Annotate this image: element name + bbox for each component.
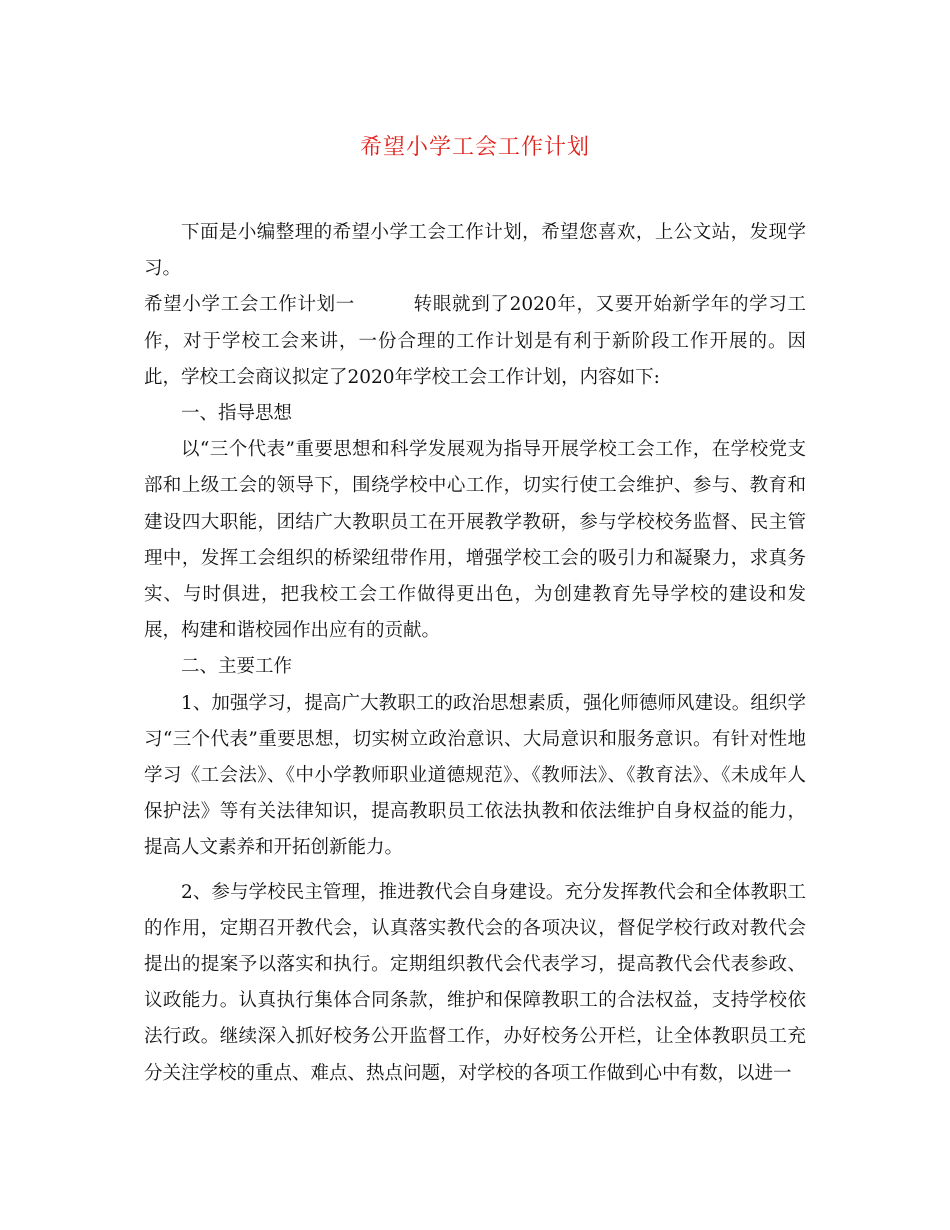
- document-title: 希望小学工会工作计划: [359, 135, 590, 160]
- section1-heading: 一、指导思想: [181, 403, 293, 425]
- section2-heading: 二、主要工作: [181, 656, 293, 678]
- intro-paragraph: 下面是小编整理的希望小学工会工作计划，希望您喜欢，上公文站，发现学习。: [144, 222, 806, 280]
- document-body: [144, 215, 806, 1092]
- plan-paragraph: [144, 287, 806, 396]
- plan-intro-text: 转眼就到了2020年，又要开始新学年的学习工作，对于学校工会来讲，一份合理的工作计划是有利于新阶段工作开展的。因此，学校工会商议拟定了2020年学校工会工作计划，内容如下:: [144, 294, 806, 388]
- plan-label: 希望小学工会工作计划一: [144, 294, 355, 316]
- work-item-1: 1、加强学习，提高广大教职工的政治思想素质，强化师德师风建设。组织学习“三个代表”重要思想，切实树立政治意识、大局意识和服务意识。有针对性地学习《工会法》、《中小学教师职业道德规范》、《教师法》、《教育法》、《未成年人保护法》等有关法律知识，提高教职员工依法执教和依法维护自身权益的能力，提高人文素养和开拓创新能力。: [144, 692, 806, 859]
- work-item-2: 2、参与学校民主管理，推进教代会自身建设。充分发挥教代会和全体教职工的作用，定期召开教代会，认真落实教代会的各项决议，督促学校行政对教代会提出的提案予以落实和执行。定期组织教代会代表学习，提高教代会代表参政、议政能力。认真执行集体合同条款，维护和保障教职工的合法权益，支持学校依法行政。继续深入抓好校务公开监督工作，办好校务公开栏，让全体教职员工充分关注学校的重点、难点、热点问题，对学校的各项工作做到心中有数，以进一: [144, 881, 806, 1084]
- section1-body: 以“三个代表”重要思想和科学发展观为指导开展学校工会工作，在学校党支部和上级工会的领导下，围绕学校中心工作，切实行使工会维护、参与、教育和建设四大职能，团结广大教职员工在开展教学教研，参与学校校务监督、民主管理中，发挥工会组织的桥梁纽带作用，增强学校工会的吸引力和凝聚力，求真务实、与时俱进，把我校工会工作做得更出色，为创建教育先导学校的建设和发展，构建和谐校园作出应有的贡献。: [144, 439, 806, 642]
